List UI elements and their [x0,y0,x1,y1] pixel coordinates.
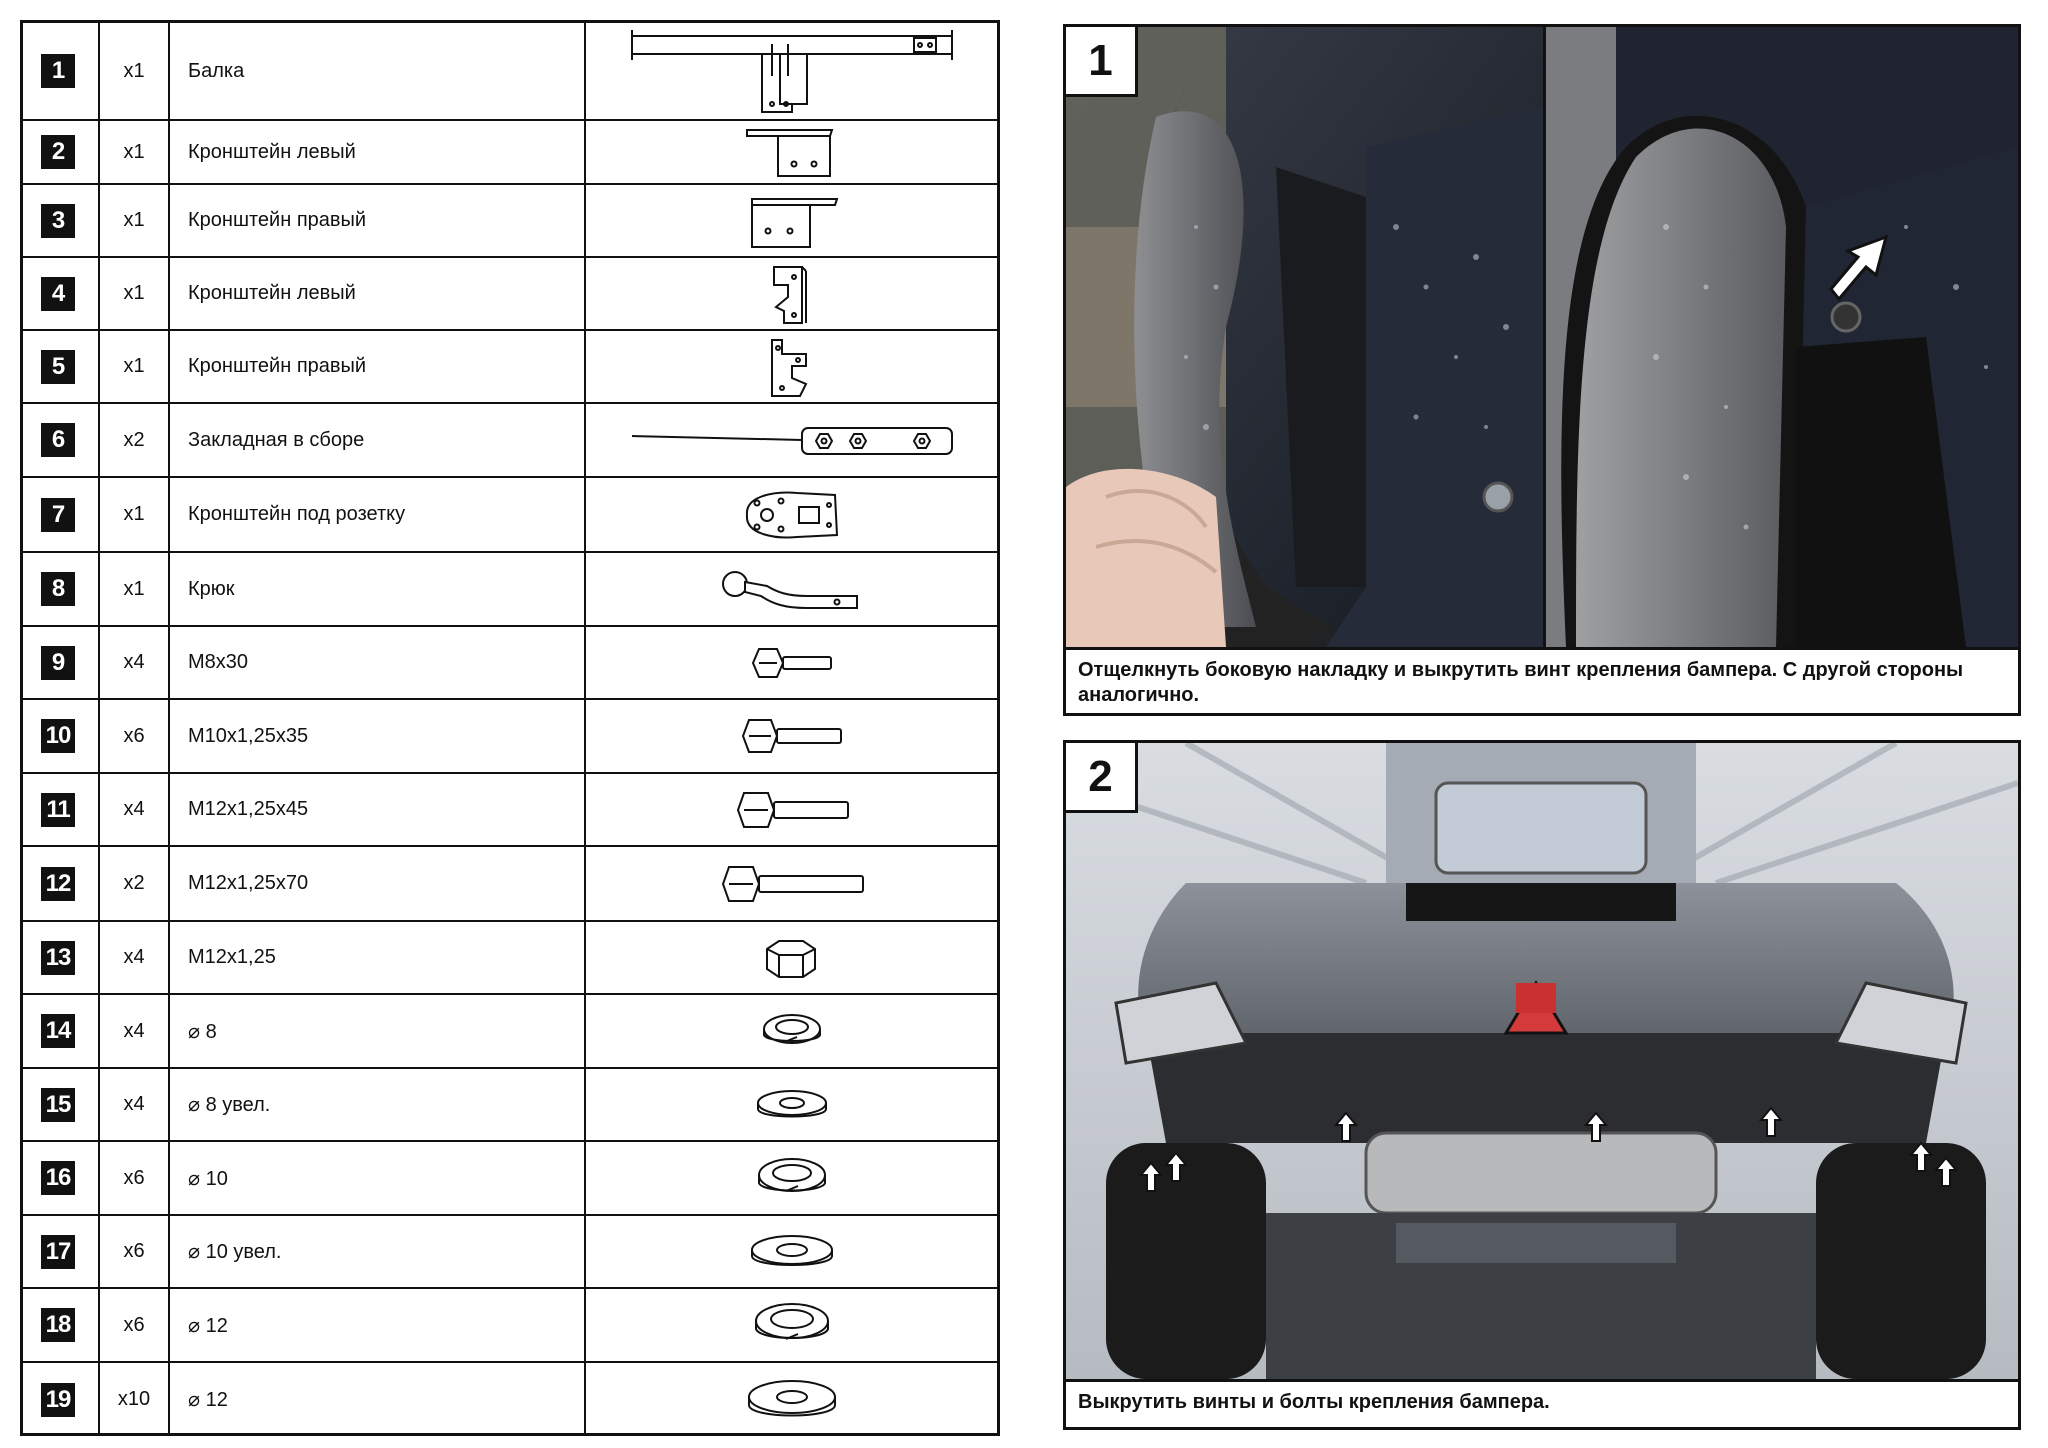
part-quantity: x1 [100,258,170,329]
part-number: 15 [41,1088,75,1122]
flat-washer-icon [586,1363,997,1436]
part-name: ⌀ 12 [170,1363,586,1436]
part-number: 11 [41,793,75,827]
part-number: 6 [41,423,75,457]
part-name: M12x1,25x70 [170,847,586,920]
part-name: Кронштейн под розетку [170,478,586,551]
part-name: ⌀ 10 увел. [170,1216,586,1287]
part-quantity: x4 [100,922,170,993]
part-number: 8 [41,572,75,606]
table-row [23,1363,997,1436]
part-name: ⌀ 10 [170,1142,586,1214]
part-name: M8x30 [170,627,586,698]
part-number: 9 [41,646,75,680]
part-number: 14 [41,1014,75,1048]
part-quantity: x6 [100,1216,170,1287]
part-quantity: x6 [100,700,170,772]
part-quantity: x4 [100,774,170,845]
part-number: 16 [41,1161,75,1195]
step-1-panel [1063,24,2021,716]
part-quantity: x6 [100,1289,170,1361]
part-quantity: x1 [100,331,170,402]
part-name: Кронштейн правый [170,331,586,402]
table-row [23,774,997,847]
table-row [23,404,997,478]
flat-washer-icon [586,1069,997,1140]
table-row [23,1069,997,1142]
table-row [23,478,997,553]
table-row [23,121,997,185]
step-number: 2 [1066,743,1138,813]
step-number: 1 [1066,27,1138,97]
part-number: 1 [41,54,75,88]
photo-side-trim-removal [1066,27,1543,647]
table-row [23,1142,997,1216]
part-number: 2 [41,135,75,169]
table-row [23,23,997,121]
part-quantity: x1 [100,23,170,119]
table-row [23,1289,997,1363]
part-quantity: x2 [100,847,170,920]
part-quantity: x1 [100,121,170,183]
table-row [23,700,997,774]
part-quantity: x1 [100,553,170,625]
table-row [23,922,997,995]
part-name: ⌀ 8 [170,995,586,1067]
bolt-icon [586,774,997,845]
part-name: Кронштейн левый [170,258,586,329]
part-name: Кронштейн правый [170,185,586,256]
embedded-plate-icon [586,404,997,476]
spring-washer-icon [586,1289,997,1361]
part-number: 19 [41,1383,75,1417]
hex-nut-icon [586,922,997,993]
step-2-panel [1063,740,2021,1430]
part-number: 5 [41,350,75,384]
part-number: 4 [41,277,75,311]
part-quantity: x4 [100,627,170,698]
part-quantity: x2 [100,404,170,476]
bracket-shaped-icon [586,331,997,402]
flat-washer-icon [586,1216,997,1287]
part-name: Крюк [170,553,586,625]
spring-washer-icon [586,1142,997,1214]
part-number: 7 [41,498,75,532]
photo-bumper-rear-underside [1066,743,2018,1379]
part-quantity: x1 [100,185,170,256]
part-number: 10 [41,719,75,753]
part-quantity: x4 [100,995,170,1067]
bracket-plate-icon [586,185,997,256]
part-name: Кронштейн левый [170,121,586,183]
part-number: 3 [41,204,75,238]
parts-table [20,20,1000,1436]
part-quantity: x1 [100,478,170,551]
part-name: Закладная в сборе [170,404,586,476]
bolt-icon [586,700,997,772]
part-name: M10x1,25x35 [170,700,586,772]
part-number: 17 [41,1235,75,1269]
table-row [23,995,997,1069]
step-caption: Отщелкнуть боковую накладку и выкрутить винт крепления бампера. С другой стороны аналогично. [1066,647,2018,713]
table-row [23,847,997,922]
table-row [23,185,997,258]
bolt-icon [586,627,997,698]
bolt-icon [586,847,997,920]
table-row [23,331,997,404]
tow-hook-icon [586,553,997,625]
socket-bracket-icon [586,478,997,551]
part-quantity: x6 [100,1142,170,1214]
part-name: Балка [170,23,586,119]
part-number: 12 [41,867,75,901]
step-caption: Выкрутить винты и болты крепления бампера. [1066,1379,2018,1427]
table-row [23,627,997,700]
part-number: 18 [41,1308,75,1342]
bracket-shaped-icon [586,258,997,329]
spring-washer-icon [586,995,997,1067]
table-row [23,553,997,627]
table-row [23,1216,997,1289]
photo-bumper-screw [1546,27,2018,647]
crossbar-icon [586,23,997,119]
part-name: ⌀ 12 [170,1289,586,1361]
part-number: 13 [41,941,75,975]
table-row [23,258,997,331]
part-name: M12x1,25 [170,922,586,993]
part-name: M12x1,25x45 [170,774,586,845]
part-quantity: x4 [100,1069,170,1140]
part-name: ⌀ 8 увел. [170,1069,586,1140]
part-quantity: x10 [100,1363,170,1436]
bracket-plate-icon [586,121,997,183]
